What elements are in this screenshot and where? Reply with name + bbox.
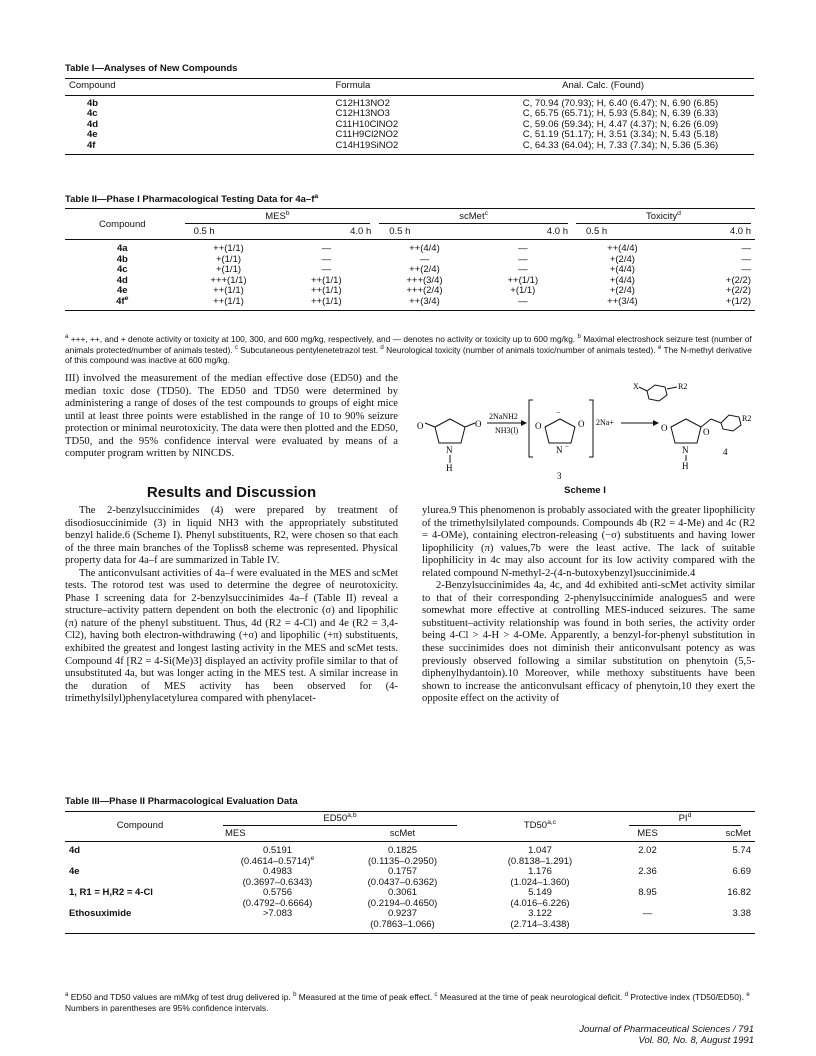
table2-compound-label: 4f [116,295,125,307]
table3-cell-empty [680,920,755,934]
table3-header-td50-label: TD50 [523,820,548,832]
table2-row [65,265,755,276]
table1-header-formula: Formula [335,80,371,91]
halide-label: X [633,382,639,391]
table3-header-td50 [465,812,615,842]
table1-cell-compound: 4d [87,118,99,130]
table2-time-header: 0.5 h [389,225,411,237]
table2-cell: — [741,253,751,265]
left-column-body [65,505,398,706]
table3-header-pi-label: PI [678,813,688,824]
table1-row [65,130,754,141]
table3-footnote-a: ED50 and TD50 values are mM/kg of test drug delivered ip. [70,992,291,1002]
table2-compound-sup: e [124,294,129,302]
table2-footnote-c: Subcutaneous pentylenetetrazol test. [240,344,379,355]
right-paragraph-2: 2-Benzylsuccinimides 4a, 4c, and 4d exhibited anti-scMet activity similar to that of their corresponding 2-phenylsuccinimide analogues5 and were somewhat more effective at controlling MES-induced seizures. The same substituent–activity relationship was found in both series, the activity order being 4-Cl > 4-H > 4-OMe. Apparently, a benzyl-for-phenyl substitution in these succinimides does not diminish their anticonvulsant potency as was previously observed following a similar substitution on phenytoin (5,5-diphenylhydantoin).10 Moreover, while methoxy substituents have been shown to increase the anticonvulsant efficacy of phenytoin,10 they exert the opposite effect on the activity of [422,580,755,705]
table1-cell-formula: C12H13NO2 [335,97,390,109]
substituent-label-product: R2 [742,414,752,423]
table3-cell-scmet: 0.3061 [387,887,418,898]
table3-cell-td50: 3.122 [528,908,552,919]
table3-cell-empty [615,920,680,934]
table1-cell-compound: 4c [87,108,98,119]
table2-caption-text: Table II—Phase I Pharmacological Testing Data for 4a–f [65,194,315,205]
atom-o-left-3: O [535,421,542,431]
table3-cell-mes: 0.5191 [262,845,293,856]
table3-cell-td50: 1.176 [528,866,552,877]
table3-mes-ci-value: (0.4614–0.5714) [240,855,311,867]
table3-cell-pi-scmet: 3.38 [732,908,751,919]
table2-compound-label: 4e [116,285,128,296]
table3-footnotes: $^a$ ED50 and TD50 values are mM/kg of test drug delivered ip. $^b$ Measured at the time of peak effect. $^c$ Measured at the time of peak neurological deficit. $^d$ Protective index (TD50/ED50). $^e$ Numbers in parentheses are 95% confidence intervals. [65,992,750,1013]
table3-footnote-e: Numbers in parentheses are 95% confidence intervals. [65,1002,269,1013]
table2-cell: ++(4/4) [409,243,440,254]
table2-time-header: 0.5 h [586,225,608,237]
table3-subheader: MES [637,827,658,839]
table3-cell-scmet: 0.1825 [387,845,418,856]
table3-footnote-b: Measured at the time of peak effect. [298,992,433,1002]
table1-cell-analysis: C, 51.19 (51.17); H, 3.51 (3.34); N, 5.43 (5.18) [522,129,719,140]
atom-o-left-1: O [417,421,424,431]
table1-cell-compound: 4b [87,97,99,109]
reagent-label: 2NaNH2 [489,412,518,421]
table3 [65,811,755,934]
right-column [422,505,755,706]
table2-cell: +(2/2) [725,285,751,296]
table3-cell-mes: 0.4983 [262,866,293,877]
table2-header-toxicity-sup: d [677,209,681,217]
table2-cell: — [419,253,430,265]
table2-cell: ++(2/4) [409,264,440,275]
table2-cell: ++(1/1) [311,285,342,296]
table2-cell: — [518,243,528,254]
table2-footnote-a: +++, ++, and + denote activity or toxicity at 100, 300, and 600 mg/kg, respectively, and — denotes no activity or toxicity up to 600 mg/kg. [70,334,576,344]
table2-cell: — [321,264,332,275]
table2-cell: +(2/2) [725,274,751,286]
counterion-label: 2Na+ [596,418,614,427]
atom-n-3: N [556,445,563,455]
table2-footnote-e: The N-methyl derivative of this compound was inactive at 600 mg/kg. [65,344,752,365]
table3-subheader: scMet [389,827,416,839]
table2-time-header: 4.0 h [546,225,569,237]
table2-compound-label: 4c [116,264,128,275]
table1-cell-compound: 4e [87,129,98,140]
table3-cell-pi-scmet: 6.69 [732,866,751,877]
table2-time-header: 4.0 h [729,225,751,237]
table2-time-header: 0.5 h [193,225,215,237]
table3-header-compound: Compound [65,812,215,842]
left-paragraph-2: The anticonvulsant activities of 4a–f were evaluated in the MES and scMet tests. The rotorod test was used to determine the degree of neurotoxicity. Phase I screening data for 2-benzylsuccinimides 4a–f (Table II) reveal a structure–activity pattern dependent on both the electronic (σ) and lipophilic (π) nature of the phenyl substituent. Thus, 4d (R2 = 4-Cl) and 4e (R2 = 3,4-Cl2), having both electron-withdrawing (+σ) and lipophilic (+π) substituents, exhibited the greatest and longest lasting activity in the MES and scMet tests. Compound 4f [R2 = 4-Si(Me)3] displayed an activity profile similar to that of unsubstituted 4a, but was longer acting in the MES test. A similar increase in the duration of MES activity has been observed for (4-trimethylsilyl)phenylacetylurea compared with phenylacet- [65,567,398,705]
table2-header-mes [180,209,376,223]
table2-compound-label: 4b [116,253,128,265]
table3-cell-mes: >7.083 [262,908,293,919]
table1-cell-formula: C11H10ClNO2 [335,118,399,130]
table2-compound-label: 4a [116,243,128,254]
table3-cell-pi-scmet: 5.74 [732,845,751,856]
table2-time-header: 4.0 h [350,225,372,237]
table2-header-toxicity-label: Toxicity [646,211,678,222]
table3-cell-scmet-ci: (0.1135–0.2950) [367,855,438,867]
table3-cell-compound: 1, R1 = H,R2 = 4-Cl [69,887,153,898]
table3-cell-td50-ci: (4.016–6.226) [510,897,570,909]
table2-cell: ++(1/1) [311,274,342,286]
table2-cell: — [321,243,332,254]
table2-cell: ++(1/1) [213,295,244,307]
table1-row [65,95,754,109]
footer-journal: Journal of Pharmaceutical Sciences / 791 [579,1024,754,1035]
table3-cell-compound: Ethosuximide [69,908,132,919]
table2-row [65,297,755,311]
table3-cell-pi-mes: 8.95 [638,887,657,898]
table2-header-scmet-sup: c [484,209,489,217]
anion-charge: − [556,408,561,417]
section-heading: Results and Discussion [146,484,317,501]
table2-header-scmet-label: scMet [459,211,485,222]
table2-cell: ++(1/1) [213,243,244,254]
table2-cell: +(1/1) [215,253,242,265]
table3-cell-pi-mes: 2.36 [638,866,657,877]
table2-cell: ++(4/4) [607,243,638,254]
atom-o-left-4: O [661,423,668,433]
table3-cell-scmet-ci: (0.2194–0.4650) [367,897,438,909]
table2-footnotes: $^a$ +++, ++, and + denote activity or toxicity at 100, 300, and 600 mg/kg, respectively, and — denotes no activity or toxicity up to 600 mg/kg. $^b$ Maximal electroshock seizure test (number of animals protected/number of animals tested). $^c$ Subcutaneous pentylenetetrazol test. $^d$ Neurological toxicity (number of animals toxic/number of animals tested). $^e$ The N-methyl derivative of this compound was inactive at 600 mg/kg. [65,334,752,365]
table3-cell-compound: 4e [69,866,80,877]
table1-header-analysis: Anal. Calc. (Found) [562,80,644,91]
table1-cell-analysis: C, 64.33 (64.04); H, 7.33 (7.34); N, 5.36 (5.36) [522,139,719,151]
table3-cell-td50-ci: (0.8138–1.291) [507,855,573,867]
table1-cell-formula: C14H19SiNO2 [335,139,399,151]
table3-cell-td50-ci: (2.714–3.438) [510,918,570,930]
table2-cell: +(2/4) [609,285,635,296]
table3-cell-compound: 4d [69,845,81,856]
table1-row [65,109,754,120]
table3-subheader: scMet [725,827,751,839]
table2-cell: — [321,253,332,265]
table1-header-compound: Compound [69,80,116,91]
table2-cell: +(1/1) [215,264,242,275]
footer-volume: Vol. 80, No. 8, August 1991 [638,1035,754,1046]
atom-o-right-1: O [475,419,482,429]
table2-cell: +(2/4) [609,253,635,265]
substituent-label-reagent: R2 [678,382,688,391]
atom-h-4: H [682,461,689,471]
left-paragraph-1: The 2-benzylsuccinimides (4) were prepared by treatment of disodiosuccinimide (3) in liquid NH3 with the appropriately substituted benzyl halide.6 (Scheme I). Phenyl substituents, R2, were chosen so that each of the three main branches of the Topliss8 scheme was represented. Physical property data for 4a–f are summarized in Table IV. [65,505,398,567]
table3-header-ed50-label: ED50 [323,813,348,824]
table2-cell: +(4/4) [609,264,635,275]
table2-footnote-d: Neurological toxicity (number of animals toxic/number of animals tested). [386,344,656,355]
page-footer [579,1024,754,1046]
table3-cell-mes-ci [215,920,340,934]
table3-cell-pi-mes: — [642,908,653,919]
table1 [65,78,754,155]
table3-header-td50-sup: a,c [547,819,557,827]
table2-row [65,286,755,297]
left-column [65,373,398,461]
atom-o-right-3: O [578,419,585,429]
table3-caption: Table III—Phase II Pharmacological Evaluation Data [65,796,298,807]
table1-cell-analysis: C, 59.06 (59.34); H, 4.47 (4.37); N, 6.26 (6.09) [522,118,719,130]
table2-cell-compound [65,240,180,255]
table2-header-scmet [375,209,572,223]
table2-cell: — [518,264,528,275]
table3-row [65,888,755,899]
table3-footnote-c: Measured at the time of peak neurological deficit. [439,992,623,1002]
table2-caption [65,194,318,205]
table2-cell: — [741,243,751,254]
table2-cell: ++(1/1) [213,285,244,296]
atom-n-1: N [446,445,453,455]
table3-cell-mes: 0.5756 [262,887,293,898]
atom-n-4: N [682,445,689,455]
table3-header-ed50-sup: a,b [347,811,357,819]
table1-cell-analysis: C, 65.75 (65.71); H, 5.93 (5.84); N, 6.39 (6.33) [522,108,719,119]
table1-row [65,141,754,155]
table3-mes-ci-sup: e [310,854,315,862]
table3-header-pi-sup: d [687,811,692,819]
table2-cell: +++(1/1) [210,274,247,286]
anion-charge-n: − [565,443,569,451]
table3-subheader: MES [225,827,246,839]
benzyl-halide-structure [639,385,677,401]
succinimide-structure [425,419,475,443]
table2-header-toxicity [572,209,755,223]
table1-cell-compound: 4f [87,139,96,151]
table3-mes-ci-value: (0.3697–0.6343) [242,876,313,888]
compound-label-3: 3 [557,471,562,481]
table2-cell: — [518,253,528,265]
table3-header-pi [615,812,755,825]
atom-h-1: H [446,463,453,473]
table3-cell-scmet-ci: (0.0437–0.6362) [367,876,438,888]
table2-header-mes-label: MES [265,211,286,222]
table2-cell: +(1/2) [725,295,751,307]
right-paragraph-1: ylurea.9 This phenomenon is probably associated with the greater lipophilicity of the trimethylsilylated compounds. Compounds 4b (R2 = 4-Me) and 4c (R2 = 4-OMe), containing electron-releasing (−σ) substituents and having lower lipophilicity (π) values,7b were the least active. The lack of suitable lipophilicity in 4c may also account for its low activity compared with the related compound N-methyl-2-(4-n-butoxybenzyl)succinimide.4 [422,505,755,579]
table2-cell: +(1/1) [510,285,536,296]
solvent-label: NH3(l) [495,426,519,435]
table3-row [65,842,755,857]
table2-cell-compound [65,294,180,311]
scheme-diagram [415,375,755,485]
table3-cell-pi-mes: 2.02 [638,845,657,856]
table2 [65,208,755,311]
table3-row [65,867,755,878]
table2-cell: ++(3/4) [607,295,638,307]
table2-cell: +++(3/4) [406,274,443,286]
table1-cell-analysis: C, 70.94 (70.93); H, 6.40 (6.47); N, 6.90 (6.85) [522,97,719,109]
table2-cell: — [518,295,528,307]
table3-row [65,909,755,920]
atom-o-right-4: O [703,427,710,437]
table2-cell: +(4/4) [609,274,635,286]
table3-cell-scmet: 0.9237 [387,908,418,919]
table1-cell-formula: C11H9Cl2NO2 [335,129,399,140]
compound-label-4: 4 [723,447,728,457]
table2-header-compound: Compound [65,209,180,240]
table1-cell-formula: C12H13NO3 [335,108,390,119]
table2-cell: +++(2/4) [406,285,443,296]
left-intro: III) involved the measurement of the median effective dose (ED50) and the median toxic dose (TD50). The ED50 and TD50 were determined by administering a range of doses of the test compounds to groups of eight mice until at least three points were established in the range of 10 to 90% seizure protection or minimal neurotoxicity. The data were then plotted and the ED50, TD50, and the 95% confidence interval were evaluated by means of a computer program written by NINCDS. [65,373,398,460]
table2-header-mes-sup: b [285,209,290,217]
table3-header-ed50 [215,812,465,825]
table2-cell: ++(3/4) [409,295,440,307]
table3-cell-td50: 1.047 [528,845,552,856]
table3-cell-pi-scmet: 16.82 [727,887,751,898]
table2-footnote-b: Maximal electroshock seizure test (number of animals protected/number of animals tested). [65,334,752,355]
table3-cell-td50: 5.149 [528,887,552,898]
table3-footnote-d: Protective index (TD50/ED50). [630,992,744,1002]
table2-cell: ++(1/1) [311,295,342,307]
table2-caption-sup: a [314,192,319,200]
table2-cell: ++(1/1) [507,274,539,286]
table2-cell: — [741,264,751,275]
table2-compound-label: 4d [116,274,128,286]
table3-cell-td50-ci: (1.024–1.360) [510,876,570,888]
table2-row [65,240,755,255]
scheme-caption: Scheme I [564,485,606,496]
table3-mes-ci-value: (0.4792–0.6664) [242,897,313,909]
table3-cell-scmet-ci: (0.7863–1.066) [370,918,435,930]
table3-cell-scmet: 0.1757 [387,866,418,877]
table1-caption: Table I—Analyses of New Compounds [65,63,238,74]
